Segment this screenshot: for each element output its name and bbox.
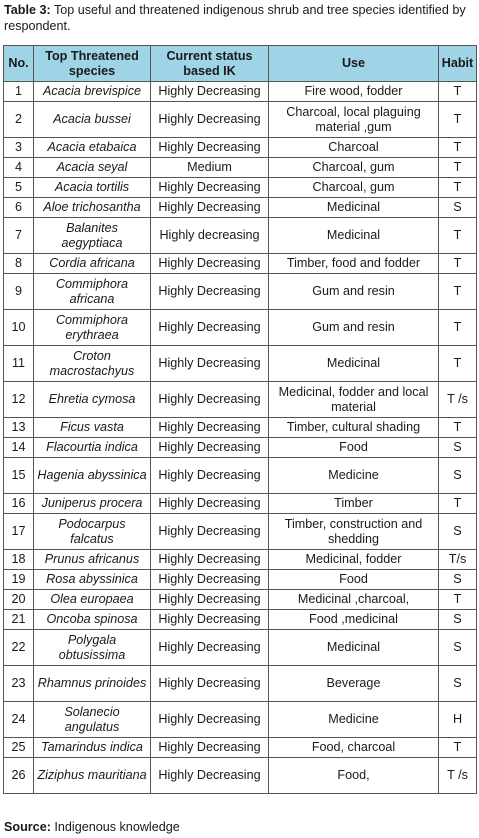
table-row: [4, 102, 477, 138]
cell-status: Highly Decreasing: [151, 590, 269, 610]
cell-species: Tamarindus indica: [34, 738, 151, 758]
cell-use: Medicinal: [269, 346, 439, 382]
cell-habit: T: [439, 590, 477, 610]
table-source: [4, 819, 180, 835]
cell-use: Medicinal: [269, 198, 439, 218]
table-row: [4, 702, 477, 738]
cell-species: Croton macrostachyus: [34, 346, 151, 382]
table-caption: [4, 2, 476, 34]
cell-use: Medicinal, fodder: [269, 550, 439, 570]
cell-species: Aloe trichosantha: [34, 198, 151, 218]
cell-use: Medicinal: [269, 630, 439, 666]
cell-use: Gum and resin: [269, 310, 439, 346]
table-row: [4, 438, 477, 458]
header-no: No.: [4, 46, 34, 82]
cell-species: Ehretia cymosa: [34, 382, 151, 418]
cell-use: Food: [269, 570, 439, 590]
cell-use: Charcoal: [269, 138, 439, 158]
cell-habit: S: [439, 666, 477, 702]
cell-species: Acacia seyal: [34, 158, 151, 178]
cell-status: Highly Decreasing: [151, 254, 269, 274]
cell-status: Highly Decreasing: [151, 274, 269, 310]
cell-status: Highly Decreasing: [151, 310, 269, 346]
table-row: [4, 346, 477, 382]
cell-status: Highly Decreasing: [151, 178, 269, 198]
cell-habit: S: [439, 438, 477, 458]
cell-no: 6: [4, 198, 34, 218]
cell-status: Highly Decreasing: [151, 418, 269, 438]
cell-use: Medicinal: [269, 218, 439, 254]
cell-habit: T: [439, 274, 477, 310]
cell-habit: S: [439, 570, 477, 590]
table-row: [4, 158, 477, 178]
cell-no: 25: [4, 738, 34, 758]
table-header-row: [4, 46, 477, 82]
cell-habit: T: [439, 346, 477, 382]
cell-status: Highly Decreasing: [151, 550, 269, 570]
table-row: [4, 494, 477, 514]
cell-use: Medicine: [269, 702, 439, 738]
table-row: [4, 514, 477, 550]
cell-use: Charcoal, gum: [269, 158, 439, 178]
table-row: [4, 570, 477, 590]
cell-no: 26: [4, 758, 34, 794]
table-row: [4, 198, 477, 218]
cell-no: 21: [4, 610, 34, 630]
cell-species: Polygala obtusissima: [34, 630, 151, 666]
cell-status: Highly Decreasing: [151, 102, 269, 138]
cell-use: Food, charcoal: [269, 738, 439, 758]
cell-species: Cordia africana: [34, 254, 151, 274]
cell-species: Flacourtia indica: [34, 438, 151, 458]
cell-no: 19: [4, 570, 34, 590]
cell-status: Highly Decreasing: [151, 458, 269, 494]
table-row: [4, 630, 477, 666]
cell-no: 2: [4, 102, 34, 138]
cell-status: Highly Decreasing: [151, 702, 269, 738]
cell-species: Acacia bussei: [34, 102, 151, 138]
caption-label: Table 3:: [4, 3, 51, 17]
cell-species: Commiphora erythraea: [34, 310, 151, 346]
cell-habit: T: [439, 738, 477, 758]
cell-status: Highly Decreasing: [151, 82, 269, 102]
cell-no: 4: [4, 158, 34, 178]
table-row: [4, 178, 477, 198]
cell-no: 12: [4, 382, 34, 418]
cell-use: Fire wood, fodder: [269, 82, 439, 102]
cell-habit: S: [439, 630, 477, 666]
cell-no: 20: [4, 590, 34, 610]
table-row: [4, 382, 477, 418]
cell-use: Timber, food and fodder: [269, 254, 439, 274]
cell-habit: S: [439, 198, 477, 218]
cell-status: Highly Decreasing: [151, 438, 269, 458]
cell-species: Ziziphus mauritiana: [34, 758, 151, 794]
cell-status: Highly Decreasing: [151, 570, 269, 590]
cell-habit: T: [439, 418, 477, 438]
cell-no: 10: [4, 310, 34, 346]
cell-no: 24: [4, 702, 34, 738]
cell-species: Balanites aegyptiaca: [34, 218, 151, 254]
cell-species: Prunus africanus: [34, 550, 151, 570]
cell-no: 17: [4, 514, 34, 550]
cell-status: Highly Decreasing: [151, 610, 269, 630]
table-row: [4, 218, 477, 254]
cell-status: Highly Decreasing: [151, 494, 269, 514]
cell-habit: T: [439, 218, 477, 254]
table-body: [4, 82, 477, 794]
cell-no: 11: [4, 346, 34, 382]
cell-habit: T: [439, 102, 477, 138]
cell-use: Food,: [269, 758, 439, 794]
cell-use: Medicine: [269, 458, 439, 494]
cell-use: Medicinal ,charcoal,: [269, 590, 439, 610]
cell-species: Acacia etabaica: [34, 138, 151, 158]
table-row: [4, 274, 477, 310]
cell-habit: H: [439, 702, 477, 738]
table-row: [4, 666, 477, 702]
table-row: [4, 254, 477, 274]
header-species: Top Threatened species: [34, 46, 151, 82]
cell-species: Rhamnus prinoides: [34, 666, 151, 702]
cell-habit: S: [439, 610, 477, 630]
cell-status: Highly Decreasing: [151, 514, 269, 550]
cell-no: 13: [4, 418, 34, 438]
cell-status: Highly Decreasing: [151, 758, 269, 794]
cell-no: 18: [4, 550, 34, 570]
cell-species: Ficus vasta: [34, 418, 151, 438]
header-habit: Habit: [439, 46, 477, 82]
table-row: [4, 458, 477, 494]
table-row: [4, 758, 477, 794]
caption-text: Top useful and threatened indigenous shrub and tree species identified by respondent.: [4, 3, 466, 33]
cell-no: 3: [4, 138, 34, 158]
cell-habit: T/s: [439, 550, 477, 570]
cell-status: Highly Decreasing: [151, 666, 269, 702]
cell-use: Charcoal, gum: [269, 178, 439, 198]
cell-species: Juniperus procera: [34, 494, 151, 514]
cell-no: 7: [4, 218, 34, 254]
cell-no: 5: [4, 178, 34, 198]
cell-habit: T: [439, 82, 477, 102]
cell-habit: T: [439, 254, 477, 274]
cell-use: Beverage: [269, 666, 439, 702]
source-label: Source:: [4, 820, 51, 834]
cell-status: Highly decreasing: [151, 218, 269, 254]
cell-habit: S: [439, 458, 477, 494]
cell-no: 22: [4, 630, 34, 666]
cell-status: Medium: [151, 158, 269, 178]
cell-no: 1: [4, 82, 34, 102]
table-row: [4, 610, 477, 630]
table-row: [4, 418, 477, 438]
cell-habit: T: [439, 494, 477, 514]
cell-species: Acacia brevispice: [34, 82, 151, 102]
cell-status: Highly Decreasing: [151, 138, 269, 158]
cell-use: Food ,medicinal: [269, 610, 439, 630]
table-row: [4, 310, 477, 346]
cell-no: 14: [4, 438, 34, 458]
cell-species: Olea europaea: [34, 590, 151, 610]
table-row: [4, 590, 477, 610]
cell-status: Highly Decreasing: [151, 346, 269, 382]
cell-status: Highly Decreasing: [151, 382, 269, 418]
cell-habit: T /s: [439, 758, 477, 794]
cell-habit: T: [439, 138, 477, 158]
cell-habit: T: [439, 158, 477, 178]
table-row: [4, 738, 477, 758]
cell-species: Solanecio angulatus: [34, 702, 151, 738]
cell-species: Oncoba spinosa: [34, 610, 151, 630]
cell-use: Timber: [269, 494, 439, 514]
cell-use: Charcoal, local plaguing material ,gum: [269, 102, 439, 138]
cell-habit: T: [439, 178, 477, 198]
cell-use: Timber, cultural shading: [269, 418, 439, 438]
cell-habit: T: [439, 310, 477, 346]
species-table: [3, 45, 477, 794]
cell-habit: T /s: [439, 382, 477, 418]
cell-status: Highly Decreasing: [151, 630, 269, 666]
cell-habit: S: [439, 514, 477, 550]
header-use: Use: [269, 46, 439, 82]
cell-species: Hagenia abyssinica: [34, 458, 151, 494]
cell-species: Podocarpus falcatus: [34, 514, 151, 550]
cell-use: Timber, construction and shedding: [269, 514, 439, 550]
cell-no: 16: [4, 494, 34, 514]
cell-use: Food: [269, 438, 439, 458]
cell-status: Highly Decreasing: [151, 738, 269, 758]
cell-no: 15: [4, 458, 34, 494]
cell-use: Medicinal, fodder and local material: [269, 382, 439, 418]
cell-species: Rosa abyssinica: [34, 570, 151, 590]
source-text: Indigenous knowledge: [54, 820, 180, 834]
cell-species: Commiphora africana: [34, 274, 151, 310]
cell-no: 8: [4, 254, 34, 274]
table-row: [4, 550, 477, 570]
cell-species: Acacia tortilis: [34, 178, 151, 198]
cell-no: 9: [4, 274, 34, 310]
header-status: Current status based IK: [151, 46, 269, 82]
cell-status: Highly Decreasing: [151, 198, 269, 218]
cell-use: Gum and resin: [269, 274, 439, 310]
table-row: [4, 138, 477, 158]
table-row: [4, 82, 477, 102]
cell-no: 23: [4, 666, 34, 702]
